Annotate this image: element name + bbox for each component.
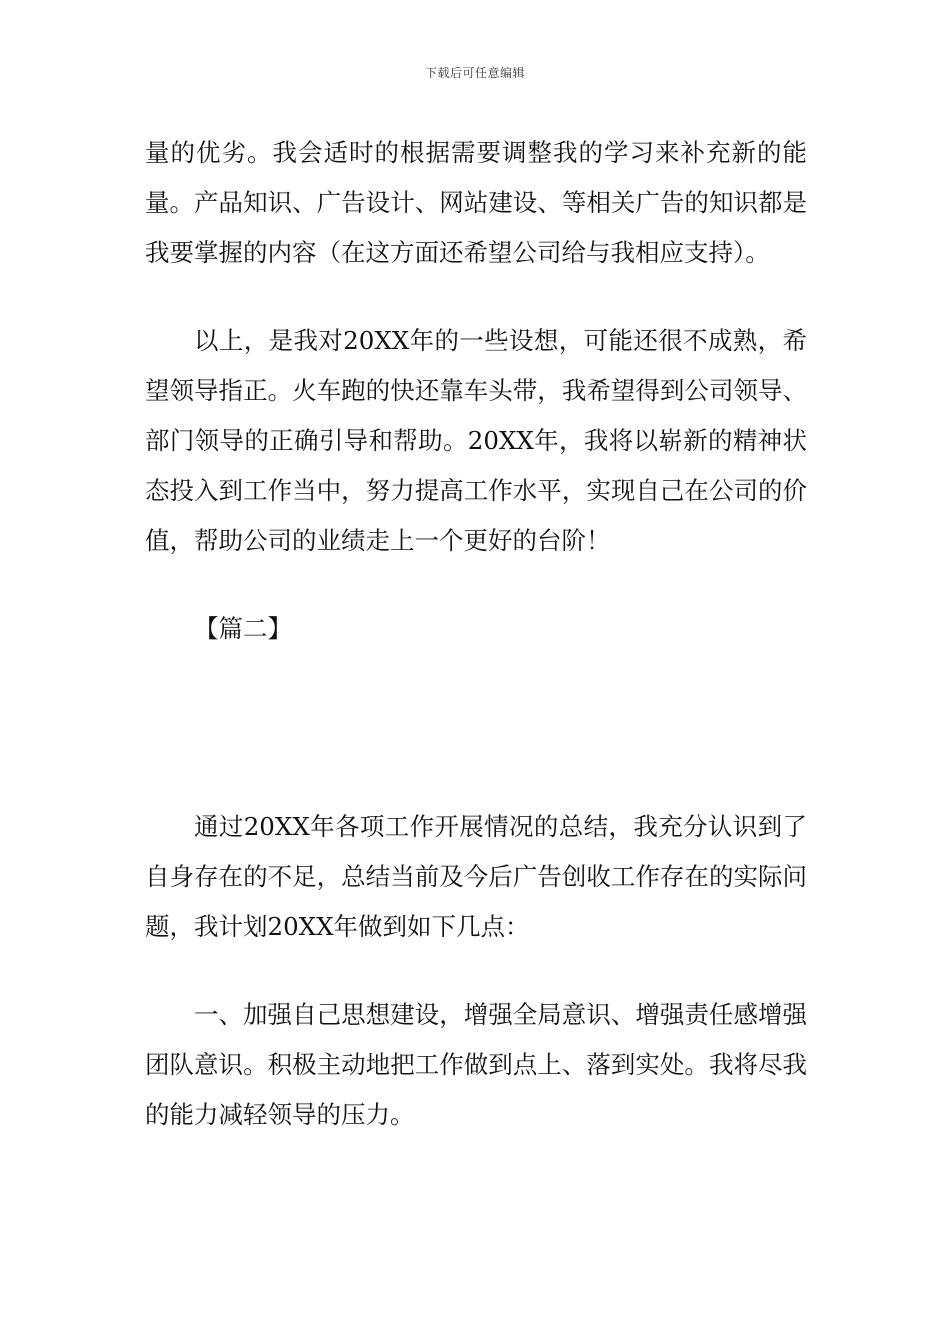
page-header: 下载后可任意编辑 (424, 66, 525, 80)
paragraph-point-one: 一、加强自己思想建设，增强全局意识、增强责任感增强团队意识。积极主动地把工作做到点上、落到实处。我将尽我的能力减轻领导的压力。 (145, 1000, 807, 1129)
paragraph-conclusion: 以上，是我对20XX年的一些设想，可能还很不成熟，希望领导指正。火车跑的快还靠车头带，我希望得到公司领导、部门领导的正确引导和帮助。20XX年，我将以崭新的精神状态投入到工作当中，努力提高工作水平，实现自己在公司的价值，帮助公司的业绩走上一个更好的台阶！ (145, 326, 807, 555)
paragraph-continuation: 量的优劣。我会适时的根据需要调整我的学习来补充新的能量。产品知识、广告设计、网站建设、等相关广告的知识都是我要掌握的内容（在这方面还希望公司给与我相应支持）。 (145, 138, 807, 267)
document-body (145, 128, 807, 1140)
section-heading: 【篇二】 (194, 614, 292, 643)
paragraph-intro: 通过20XX年各项工作开展情况的总结，我充分认识到了自身存在的不足，总结当前及今后广告创收工作存在的实际问题，我计划20XX年做到如下几点： (145, 812, 807, 941)
